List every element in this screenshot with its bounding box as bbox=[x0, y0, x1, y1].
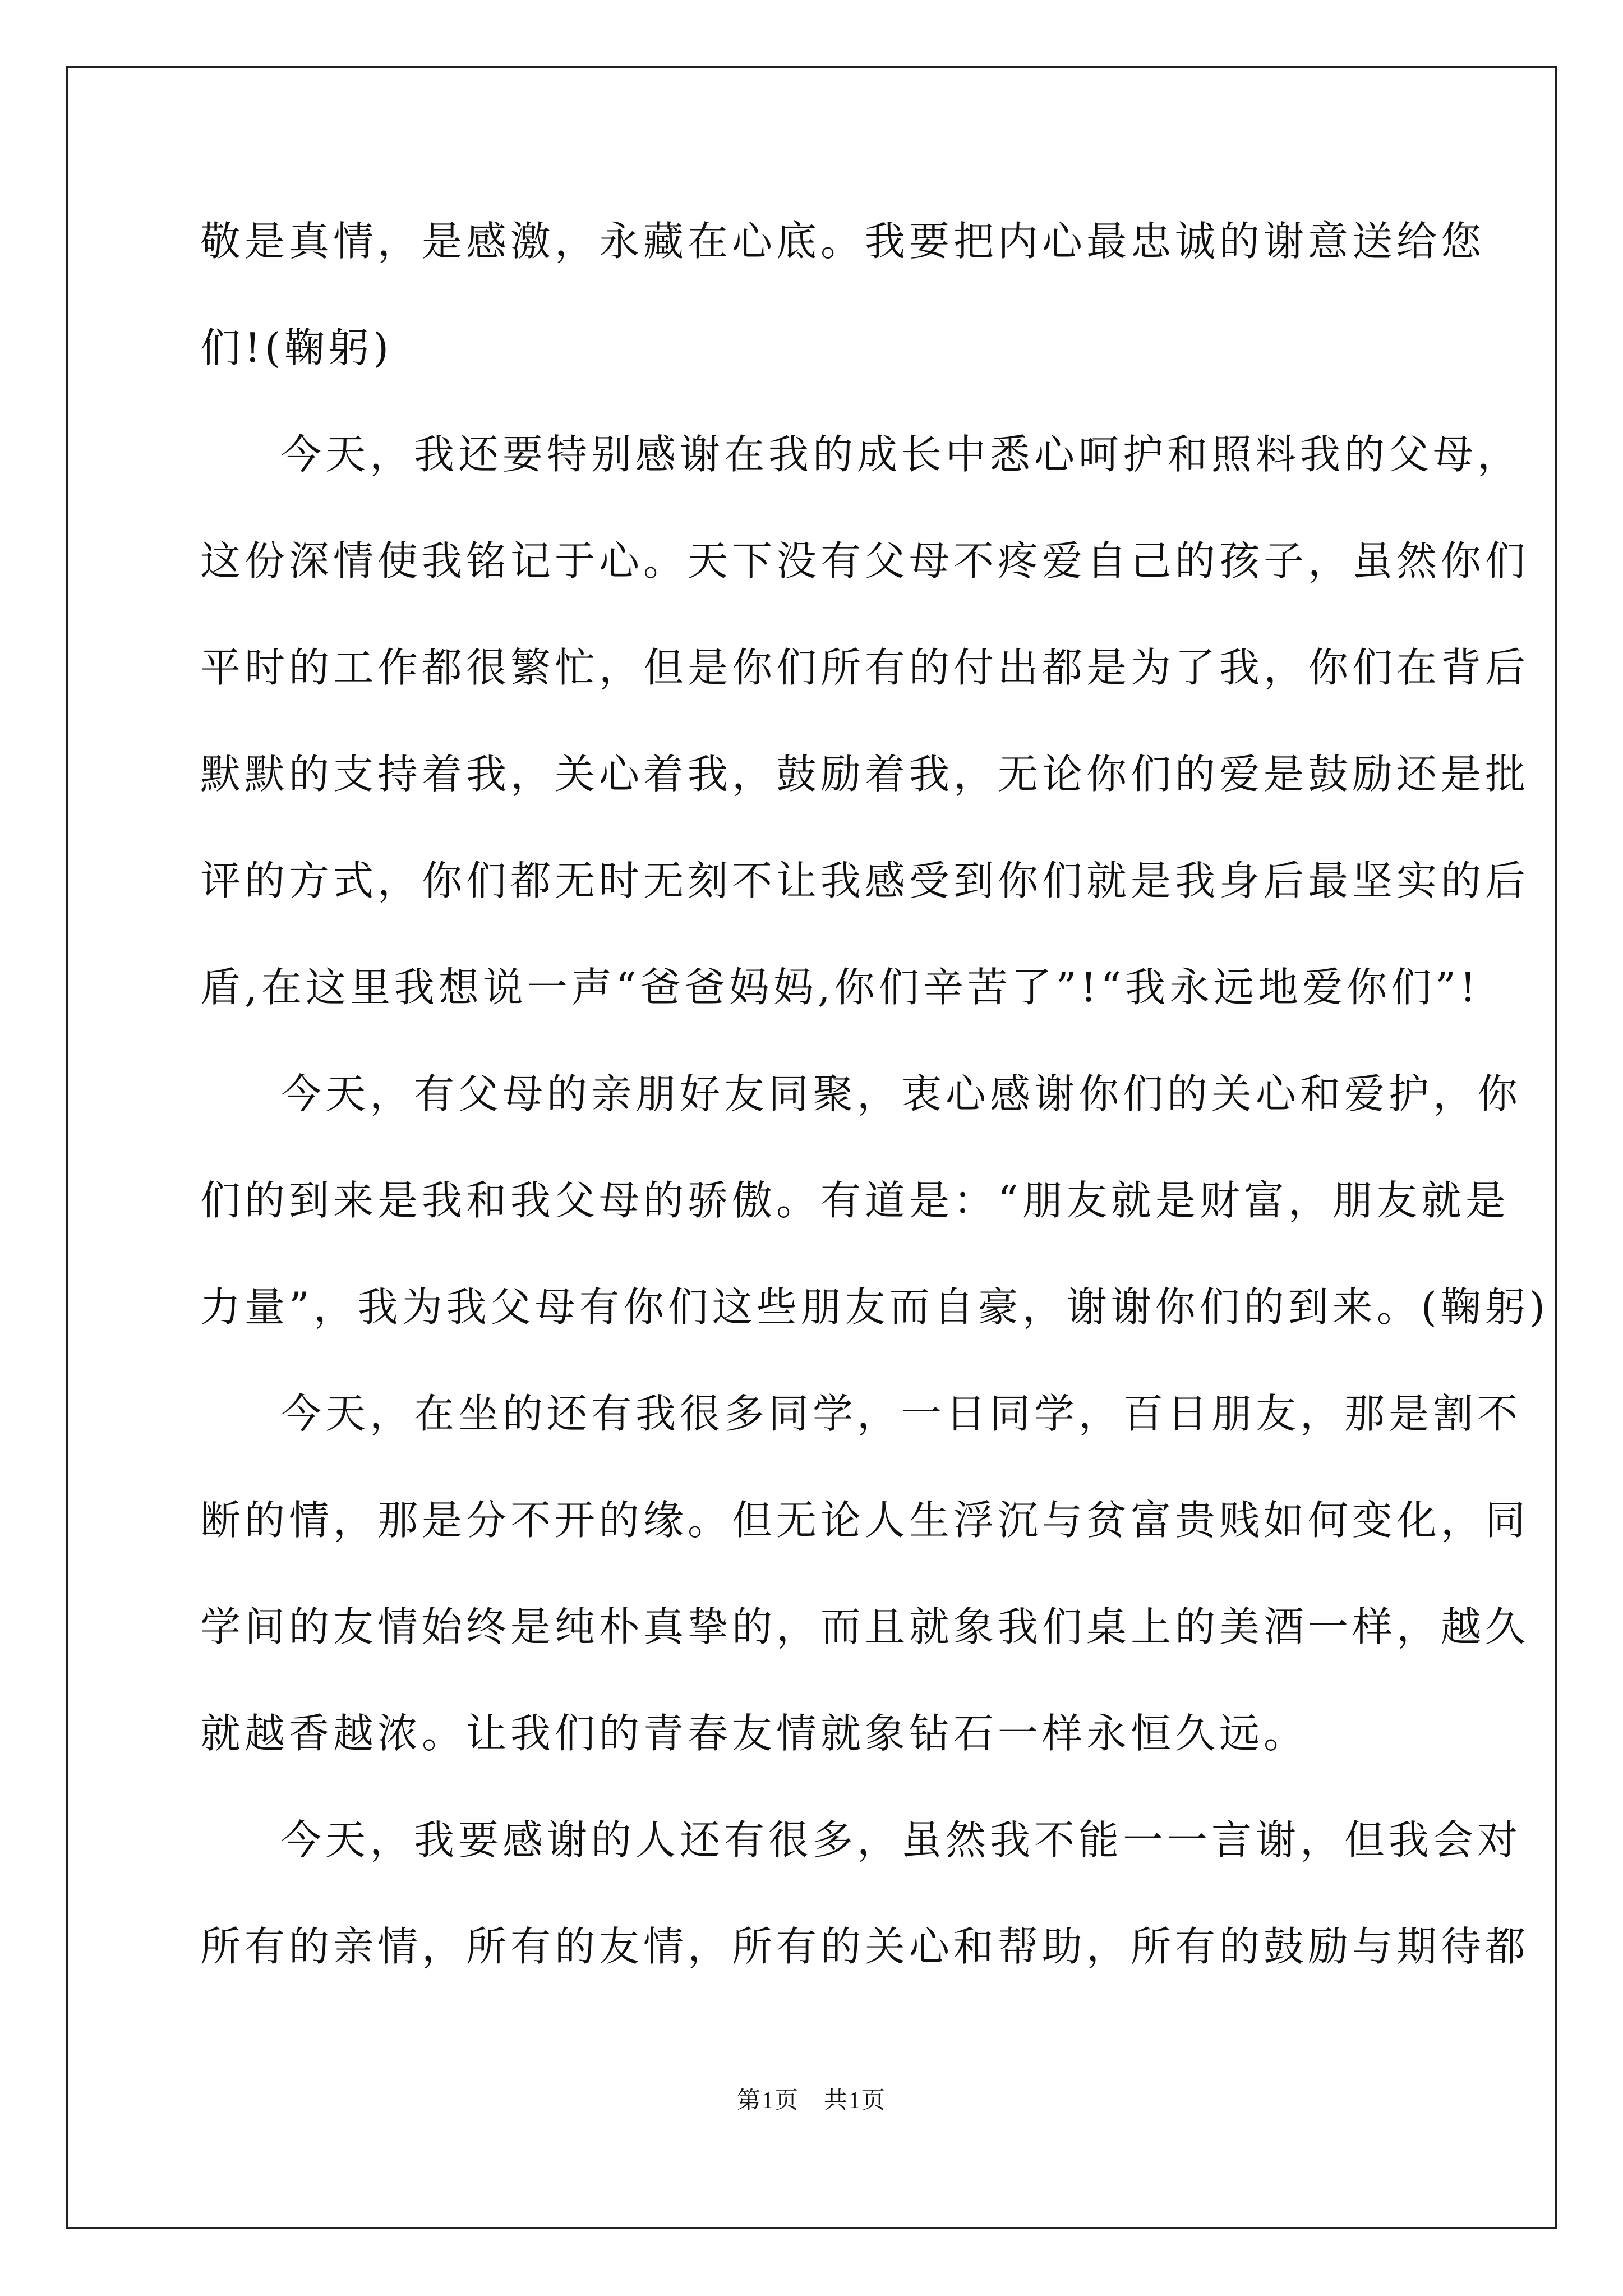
text-line: 今天，我要感谢的人还有很多，虽然我不能一一言谢，但我会对 bbox=[281, 1816, 1522, 1864]
text-line: 所有的亲情，所有的友情，所有的关心和帮助，所有的鼓励与期待都 bbox=[200, 1923, 1530, 1970]
text-line: 断的情，那是分不开的缘。但无论人生浮沉与贫富贵贱如何变化，同 bbox=[200, 1497, 1530, 1544]
text-line: 这份深情使我铭记于心。天下没有父母不疼爱自己的孩子，虽然你们 bbox=[200, 537, 1530, 585]
text-line: 学间的友情始终是纯朴真挚的，而且就象我们桌上的美酒一样，越久 bbox=[200, 1603, 1530, 1650]
page-number-footer: 第1页 共1页 bbox=[736, 2088, 886, 2114]
text-line: 今天，我还要特别感谢在我的成长中悉心呵护和照料我的父母， bbox=[281, 431, 1522, 478]
text-line: 平时的工作都很繁忙，但是你们所有的付出都是为了我，你们在背后 bbox=[200, 644, 1530, 691]
text-line: 盾,在这里我想说一声“爸爸妈妈,你们辛苦了”!“我永远地爱你们”! bbox=[200, 964, 1480, 1011]
text-line: 力量”，我为我父母有你们这些朋友而自豪，谢谢你们的到来。(鞠躬) bbox=[200, 1283, 1549, 1331]
text-line: 敬是真情，是感激，永藏在心底。我要把内心最忠诚的谢意送给您 bbox=[200, 218, 1486, 265]
text-line: 今天，在坐的还有我很多同学，一日同学，百日朋友，那是割不 bbox=[281, 1390, 1522, 1437]
text-line: 们!(鞠躬) bbox=[200, 324, 393, 371]
text-line: 们的到来是我和我父母的骄傲。有道是：“朋友就是财富，朋友就是 bbox=[200, 1177, 1510, 1224]
text-line: 默默的支持着我，关心着我，鼓励着我，无论你们的爱是鼓励还是批 bbox=[200, 751, 1530, 798]
text-line: 今天，有父母的亲朋好友同聚，衷心感谢你们的关心和爱护，你 bbox=[281, 1070, 1522, 1117]
text-line: 就越香越浓。让我们的青春友情就象钻石一样永恒久远。 bbox=[200, 1710, 1308, 1757]
text-line: 评的方式，你们都无时无刻不让我感受到你们就是我身后最坚实的后 bbox=[200, 857, 1530, 904]
page-border bbox=[66, 66, 1557, 2229]
